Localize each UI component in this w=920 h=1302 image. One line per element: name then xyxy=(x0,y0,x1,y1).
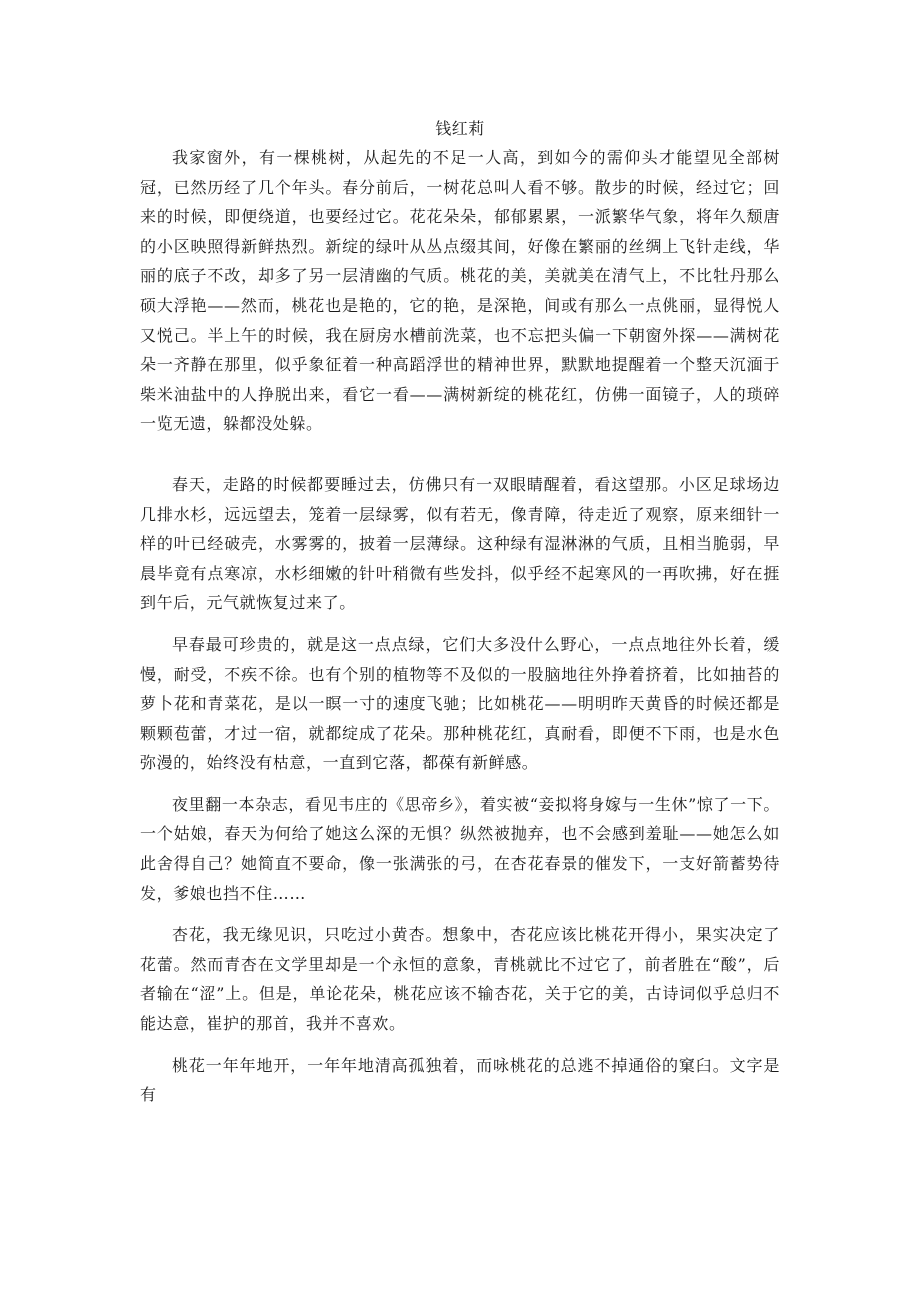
paragraph-peach-blossom-yearly: 桃花一年年地开，一年年地清高孤独着，而咏桃花的总逃不掉通俗的窠臼。文字是有 xyxy=(140,1055,780,1105)
document-page xyxy=(140,114,780,1110)
paragraph-apricot-blossom: 杏花，我无缘见识，只吃过小黄杏。想象中，杏花应该比桃花开得小，果实决定了花蕾。然而青杏在文学里却是一个永恒的意象，青桃就比不过它了，前者胜在“酸”，后者输在“涩”上。但是，单论花朵，桃花应该不输杏花，关于它的美，古诗词似乎总归不能达意，崔护的那首，我并不喜欢。 xyxy=(140,925,780,1034)
author-name: 钱红莉 xyxy=(435,119,485,138)
paragraph-wei-zhuang-poem: 夜里翻一本杂志，看见韦庄的《思帝乡》，着实被“妾拟将身嫁与一生休”惊了一下。一个姑娘，春天为何给了她这么深的无惧？纵然被抛弃，也不会感到羞耻——她怎么如此舍得自己？她简直不要命，像一张满张的弓，在杏花春景的催发下，一支好箭蓄势待发，爹娘也挡不住…… xyxy=(140,794,780,903)
paragraph-spring-walk: 春天，走路的时候都要睡过去，仿佛只有一双眼睛醒着，看这望那。小区足球场边几排水杉，远远望去，笼着一层绿雾，似有若无，像青障，待走近了观察，原来细针一样的叶已经破壳，水雾雾的，披着一层薄绿。这种绿有湿淋淋的气质，且相当脆弱，早晨毕竟有点寒凉，水杉细嫩的针叶稍微有些发抖，似乎经不起寒风的一再吹拂，好在捱到午后，元气就恢复过来了。 xyxy=(140,474,780,613)
paragraph-peach-tree: 我家窗外，有一棵桃树，从起先的不足一人高，到如今的需仰头才能望见全部树冠，已然历经了几个年头。春分前后，一树花总叫人看不够。散步的时候，经过它；回来的时候，即便绕道，也要经过它。花花朵朵，郁郁累累，一派繁华气象，将年久颓唐的小区映照得新鲜热烈。新绽的绿叶从丛点缀其间，好像在繁丽的丝绸上飞针走线，华丽的底子不改，却多了另一层清幽的气质。桃花的美，美就美在清气上，不比牡丹那么硕大浮艳——然而，桃花也是艳的，它的艳，是深艳，间或有那么一点佻丽，显得悦人又悦己。半上午的时候，我在厨房水槽前洗菜，也不忘把头偏一下朝窗外探——满树花朵一齐静在那里，似乎象征着一种高蹈浮世的精神世界，默默地提醒着一个整天沉湎于柴米油盐中的人挣脱出来，看它一看——满树新绽的桃花红，仿佛一面镜子，人的琐碎一览无遗，躲都没处躲。 xyxy=(140,148,780,434)
paragraph-early-spring-green: 早春最可珍贵的，就是这一点点绿，它们大多没什么野心，一点点地往外长着，缓慢，耐受，不疾不徐。也有个别的植物等不及似的一股脑地往外挣着挤着，比如抽苔的萝卜花和青菜花，是以一瞑一寸的速度飞驰；比如桃花——明明昨天黄昏的时候还都是颗颗苞蕾，才过一宿，就都绽成了花朵。那种桃花红，真耐看，即便不下雨，也是水色弥漫的，始终没有枯意，一直到它落，都葆有新鲜感。 xyxy=(140,634,780,773)
